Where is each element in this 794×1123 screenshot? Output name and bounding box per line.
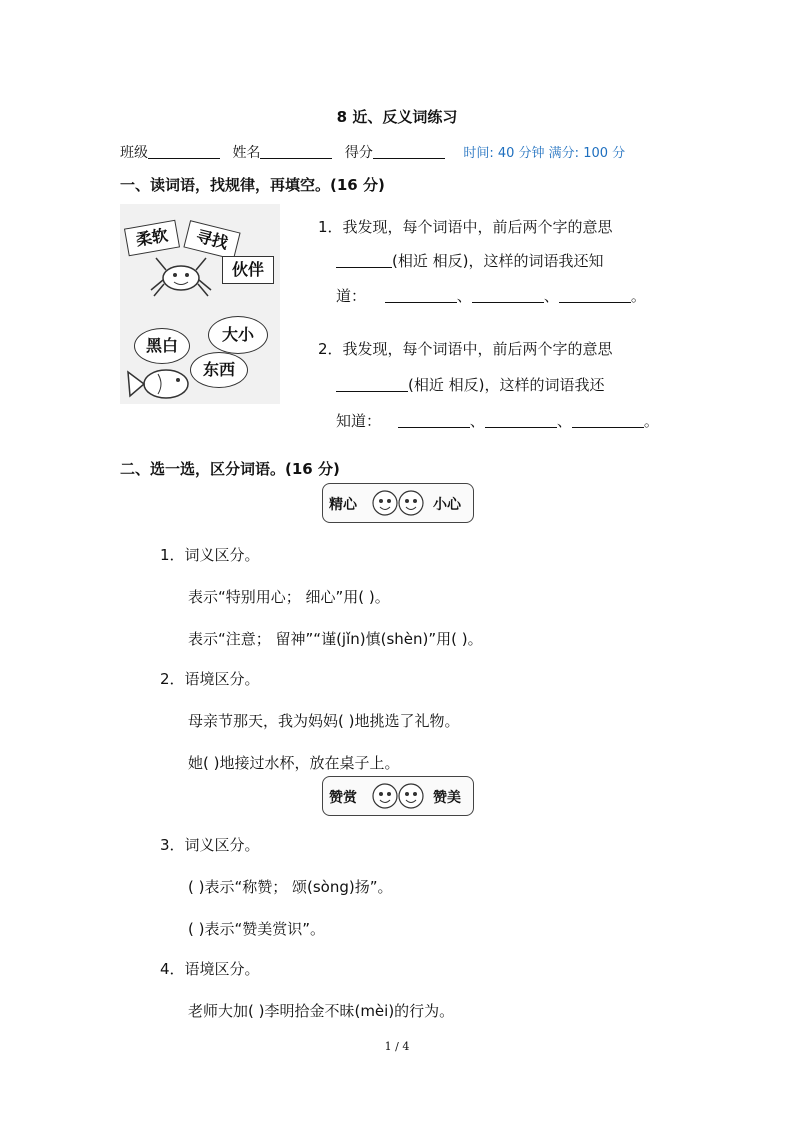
bubble-word: 伙伴	[222, 256, 274, 284]
s2-q1-label: 1．词义区分。	[160, 546, 260, 564]
word-pair-image	[322, 776, 474, 816]
answer-blank[interactable]	[559, 288, 631, 303]
class-blank	[148, 144, 220, 159]
bubble-word: 寻找	[183, 220, 240, 260]
answer-blank[interactable]	[336, 253, 392, 268]
s2-q3-label: 3．词义区分。	[160, 836, 260, 854]
s1-q2-line1: 2．我发现，每个词语中，前后两个字的意思	[318, 340, 613, 358]
s1-q1-line3: 道： 、 、 。	[336, 287, 646, 305]
s1-q1-line1: 1．我发现，每个词语中，前后两个字的意思	[318, 218, 613, 236]
bubble-word: 黑白	[134, 328, 190, 364]
word-pair-left: 精心	[329, 497, 357, 513]
word-pair-right: 赞美	[433, 790, 461, 806]
bubble-word: 东西	[190, 352, 248, 388]
page-number: 1 / 4	[384, 1040, 410, 1053]
score-blank	[373, 144, 445, 159]
answer-blank[interactable]	[398, 413, 470, 428]
word-pair-left: 赞赏	[329, 790, 357, 806]
answer-blank[interactable]	[485, 413, 557, 428]
page-title: 8 近、反义词练习	[336, 108, 458, 126]
section1-heading: 一、读词语，找规律，再填空。(16 分)	[120, 176, 385, 194]
twin-cartoon-icon	[369, 779, 427, 813]
s2-q3-a: ( )表示“称赞； 颂(sòng)扬”。	[188, 878, 393, 896]
word-pair-image	[322, 483, 474, 523]
twin-cartoon-icon	[369, 486, 427, 520]
s2-q2-a: 母亲节那天，我为妈妈( )地挑选了礼物。	[188, 712, 460, 730]
crab-icon	[146, 250, 216, 300]
student-info-line	[120, 142, 625, 162]
answer-blank[interactable]	[472, 288, 544, 303]
answer-blank[interactable]	[572, 413, 644, 428]
s2-q4-label: 4．语境区分。	[160, 960, 260, 978]
word-picture	[120, 204, 280, 404]
fish-icon	[124, 360, 194, 404]
bubble-word: 柔软	[124, 220, 180, 257]
section2-heading: 二、选一选，区分词语。(16 分)	[120, 460, 340, 478]
s2-q1-a: 表示“特别用心； 细心”用( )。	[188, 588, 390, 606]
class-label: 班级	[120, 145, 148, 161]
name-blank	[260, 144, 332, 159]
name-label: 姓名	[232, 145, 261, 161]
answer-blank[interactable]	[385, 288, 457, 303]
s1-q1-line2: (相近 相反)，这样的词语我还知	[336, 250, 603, 271]
s2-q4-a: 老师大加( )李明拾金不昧(mèi)的行为。	[188, 1002, 455, 1020]
s2-q2-label: 2．语境区分。	[160, 670, 260, 688]
s2-q3-b: ( )表示“赞美赏识”。	[188, 920, 326, 938]
s2-q1-b: 表示“注意； 留神”“谨(jǐn)慎(shèn)”用( )。	[188, 630, 483, 648]
answer-blank[interactable]	[336, 377, 408, 392]
score-label: 得分	[344, 145, 373, 161]
s1-q2-line2: (相近 相反)，这样的词语我还	[336, 374, 604, 395]
time-score-info: 时间: 40 分钟 满分: 100 分	[463, 146, 626, 161]
word-pair-right: 小心	[433, 497, 461, 513]
s1-q2-line3: 知道： 、 、 。	[336, 412, 659, 430]
bubble-word: 大小	[208, 316, 268, 354]
s2-q2-b: 她( )地接过水杯，放在桌子上。	[188, 754, 400, 772]
